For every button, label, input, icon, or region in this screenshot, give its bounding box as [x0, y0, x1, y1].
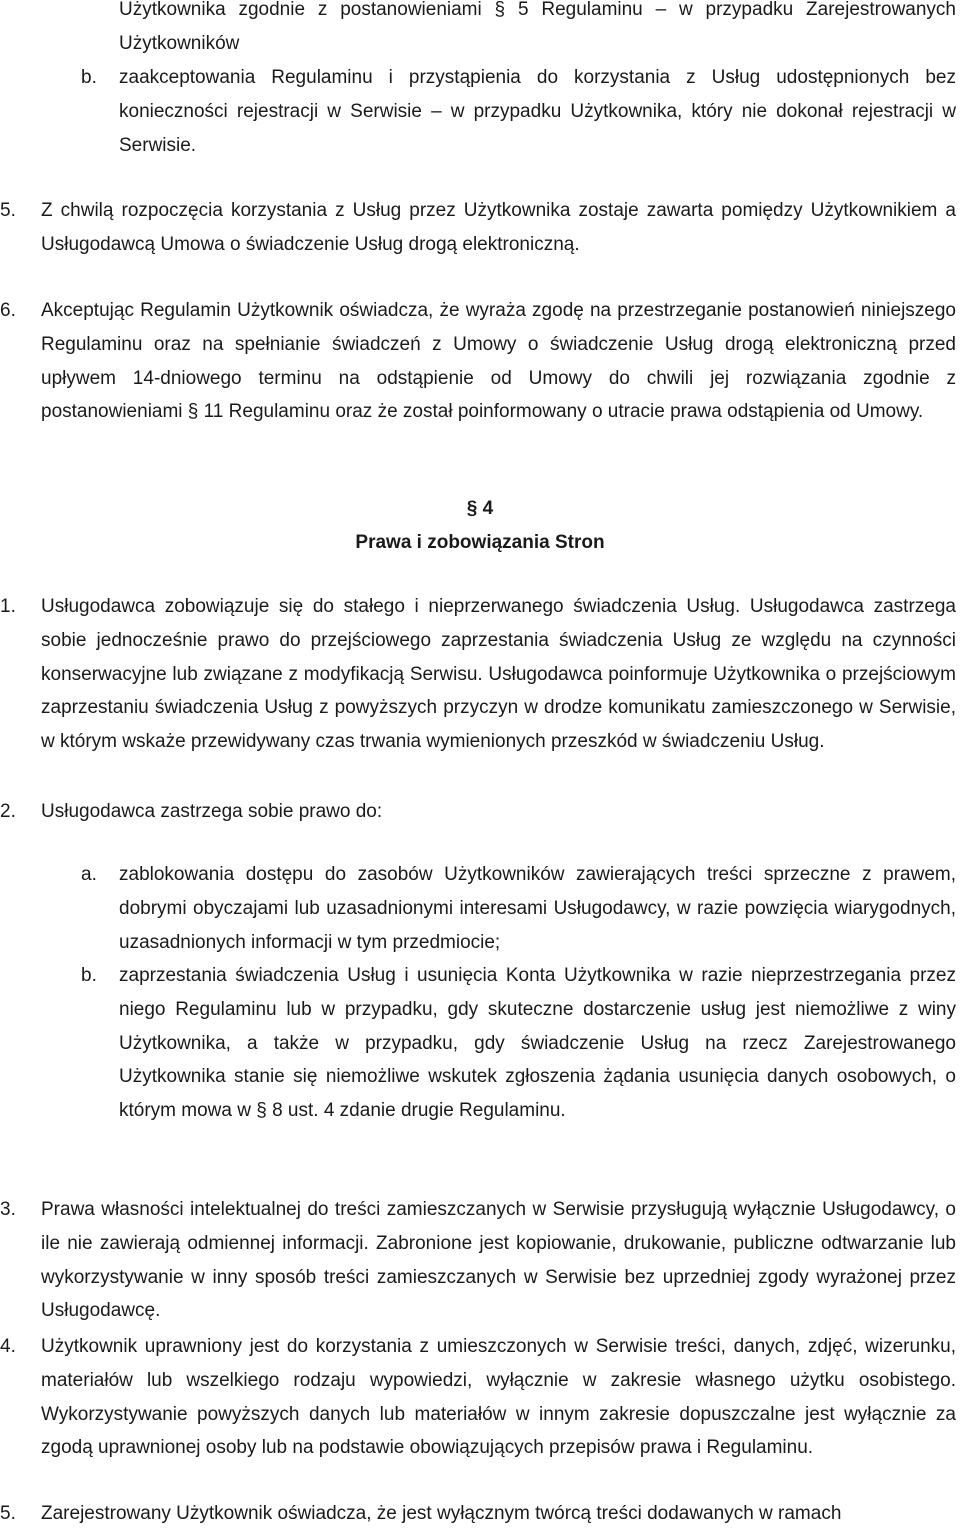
clause-3 [0, 1193, 956, 1328]
list-label: b. [81, 965, 97, 986]
list-label: a. [81, 864, 97, 885]
clause-text: Usługodawca zastrzega sobie prawo do: [41, 801, 383, 822]
clause-number: 5. [0, 1503, 16, 1524]
list-item-text: zaprzestania świadczenia Usług i usunięcia Konta Użytkownika w razie nieprzestrzegania przez niego Regulaminu lub w przypadku, gdy skuteczne dostarczenie usług jest niemożliwe z winy Użytkownika, a także w przypadku, gdy świadczenie Usług na rzecz Zarejestrowanego Użytkownika stanie się niemożliwe wskutek zgłoszenia żądania usunięcia danych osobowych, o którym mowa w § 8 ust. 4 zdanie drugie Regulaminu. [119, 965, 956, 1122]
paragraph-text: Z chwilą rozpoczęcia korzystania z Usług przez Użytkownika zostaje zawarta pomiędzy Użytkownikiem a Usługodawcą Umowa o świadczenie Usług drogą elektroniczną. [41, 200, 956, 255]
clause-5 [0, 1497, 956, 1531]
clause-1 [0, 590, 956, 759]
clause-2-item-a [81, 858, 956, 959]
paragraph-6 [0, 294, 956, 429]
paragraph-5 [0, 194, 956, 262]
clause-number: 4. [0, 1336, 16, 1357]
paragraph-number: 5. [0, 200, 16, 221]
list-item-text: zaakceptowania Regulaminu i przystąpienia do korzystania z Usług udostępnionych bez konieczności rejestracji w Serwisie – w przypadku Użytkownika, który nie dokonał rejestracji w Serwisie. [119, 67, 956, 156]
clause-number: 2. [0, 801, 16, 822]
clause-text: Zarejestrowany Użytkownik oświadcza, że jest wyłącznym twórcą treści dodawanych w ramach [41, 1503, 842, 1524]
clause-text: Użytkownik uprawniony jest do korzystania z umieszczonych w Serwisie treści, danych, zdjęć, wizerunku, materiałów lub wszelkiego rodzaju wypowiedzi, wyłącznie w zakresie własnego użytku osobistego. Wykorzystywanie powyższych danych lub materiałów w innym zakresie dopuszczalne jest wyłącznie za zgodą uprawnionej osoby lub na podstawie obowiązujących przepisów prawa i Regulaminu. [41, 1336, 956, 1459]
clause-4 [0, 1330, 956, 1465]
paragraph-number: 6. [0, 300, 16, 321]
clause-2-item-b [81, 959, 956, 1128]
clause-text: Usługodawca zobowiązuje się do stałego i nieprzerwanego świadczenia Usług. Usługodawca zastrzega sobie jednocześnie prawo do przejściowego zaprzestania świadczenia Usług ze względu na czynności konserwacyjne lub związane z modyfikacją Serwisu. Usługodawca poinformuje Użytkownika o przejściowym zaprzestaniu świadczenia Usług z powyższych przyczyn w drodze komunikatu zamieszczonego w Serwisie, w którym wskaże przewidywany czas trwania wymienionych przeszkód w świadczeniu Usług. [41, 596, 956, 753]
list-item-text: zablokowania dostępu do zasobów Użytkowników zawierających treści sprzeczne z prawem, dobrymi obyczajami lub uzasadnionymi interesami Usługodawcy, w razie powzięcia wiarygodnych, uzasadnionych informacji w tym przedmiocie; [119, 864, 956, 953]
intro-item-b [81, 61, 956, 162]
clause-number: 1. [0, 596, 16, 617]
clause-text: Prawa własności intelektualnej do treści zamieszczanych w Serwisie przysługują wyłącznie Usługodawcy, o ile nie zawierają odmiennej informacji. Zabronione jest kopiowanie, drukowanie, publiczne odtwarzanie lub wykorzystywanie w inny sposób treści zamieszczanych w Serwisie bez uprzedniej zgody wyrażonej przez Usługodawcę. [41, 1199, 956, 1322]
section-title: Prawa i zobowiązania Stron [355, 532, 605, 553]
clause-number: 3. [0, 1199, 16, 1220]
list-label: b. [81, 67, 97, 88]
section-number: § 4 [466, 498, 494, 519]
clause-2 [0, 795, 956, 829]
intro-continuation: Użytkownika zgodnie z postanowieniami § 5 Regulaminu – w przypadku Zarejestrowanych Użytkowników [119, 0, 956, 54]
paragraph-text: Akceptując Regulamin Użytkownik oświadcza, że wyraża zgodę na przestrzeganie postanowień niniejszego Regulaminu oraz na spełnianie świadczeń z Umowy o świadczenie Usług drogą elektroniczną przed upływem 14-dniowego terminu na odstąpienie od Umowy do chwili jej rozwiązania zgodnie z postanowieniami § 11 Regulaminu oraz że został poinformowany o utracie prawa odstąpienia od Umowy. [41, 300, 956, 423]
